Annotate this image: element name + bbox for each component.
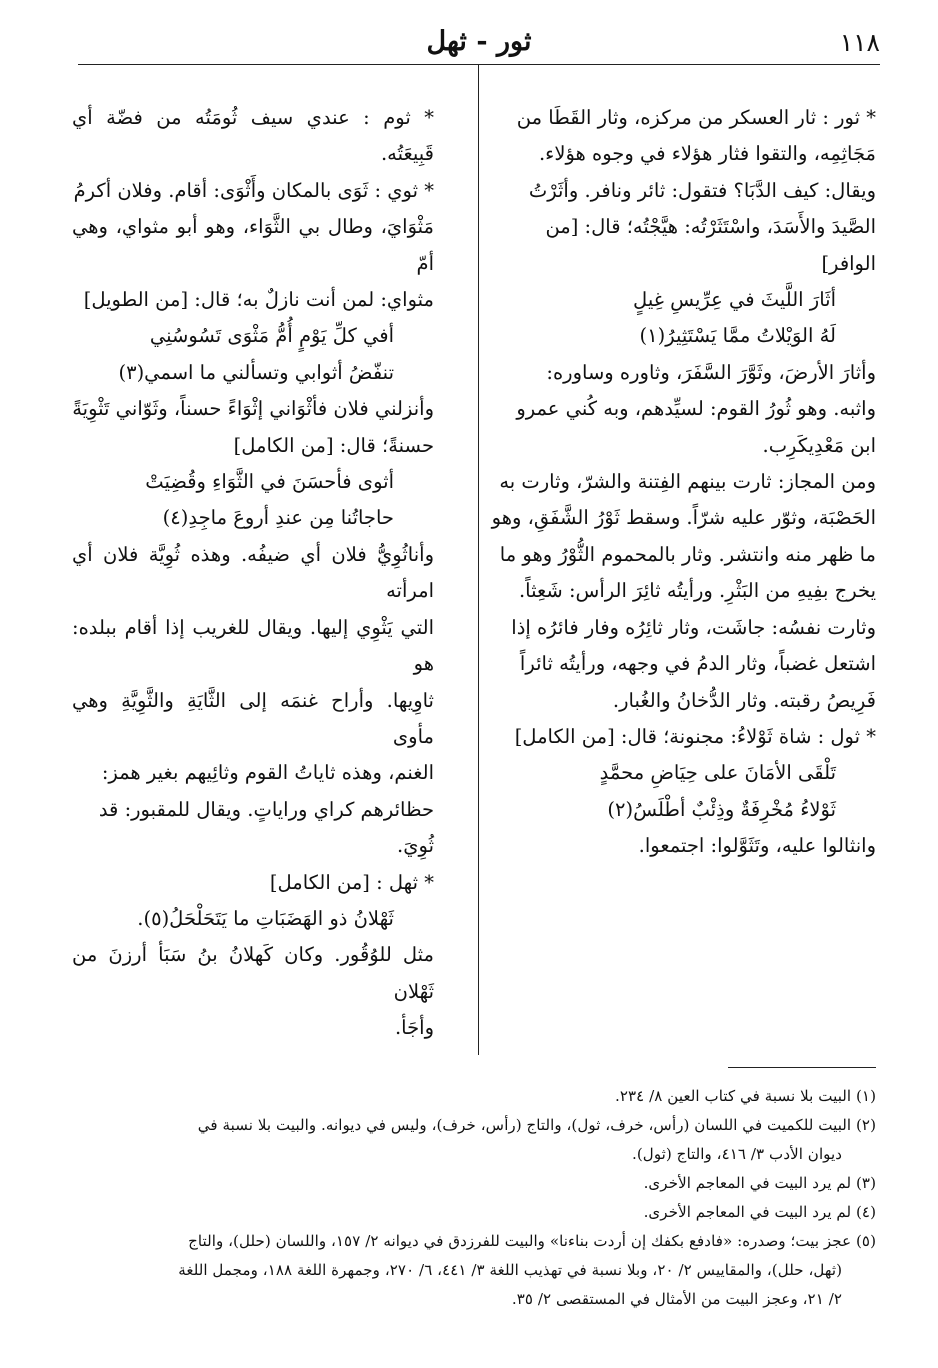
right-column: [480, 100, 876, 865]
majaz-line: ما ظهر منه وانتشر. وثار بالمحموم الثُّوْرُ وهو ما: [499, 542, 876, 566]
majaz-line: يخرج بفِيهِ من البَثْرِ. ورأيتُه ثائِرَ الرأس: شَعِثاً.: [518, 579, 876, 603]
footnote: (٢) البيت للكميت في اللسان (رأس، خرف، ثول)، والتاج (رأس، خرف)، وليس في ديوانه. والبيت بلا نسبة في: [197, 1116, 876, 1134]
entry-thawm-line: * ثوم : عندي سيف ثُومَتُه من فضّة أي قَبِيعَتُه.: [72, 106, 434, 166]
verse-line: ثَهْلانُ ذو الهَضَبَاتِ ما يَتَحَلْحَلُ(٥).: [137, 906, 394, 930]
entry-thawy-line: حظائرهم كراي وراياتٍ. ويقال للمقبور: قد: [98, 797, 434, 821]
verse-line: أثوى فأحسَنَ في الثَّوَاءِ وقُضِيَتْ: [145, 470, 394, 494]
entry-thahl-line: وأجَأ.: [394, 1016, 434, 1040]
footnote: (٥) عجز بيت؛ وصدره: «فادفع بكفك إن أردت بناءنا» والبيت للفرزدق في ديوانه ٢/ ١٥٧، واللسان (حلل)، والتاج: [188, 1232, 876, 1250]
footnote-continuation: ديوان الأدب ٣/ ٤١٦، والتاج (ثول).: [632, 1145, 842, 1163]
entry-thawr-line: * ثور : ثار العسكر من مركزه، وثار القَطَا من: [516, 106, 876, 129]
majaz-line: ومن المجاز: ثارت بينهم الفِتنة والشرّ، وثارت به: [499, 470, 876, 494]
majaz-line: وثارت نفسُه: جاشَت، وثار ثائِرُه وفار فائرُه إذا: [511, 615, 876, 639]
footnote: (٣) لم يرد البيت في المعاجم الأخرى.: [643, 1174, 876, 1192]
running-title: ثور - ثهل: [426, 26, 532, 57]
left-column: [72, 100, 460, 1047]
entry-thawr-line: ويقال: كيف الدَّبَا؟ فتقول: ثائر ونافر. وأثَرْتُ: [528, 178, 876, 202]
header-rule: [78, 64, 880, 65]
entry-thawr-line: الصَّيدَ والأَسَدَ، واسْتَثَرْتُه: هيَّجْتُه؛ قال: [من: [545, 215, 876, 239]
column-divider: [478, 65, 479, 1055]
footnote-continuation: (ثهل، حلل)، والمقاييس ٢/ ٢٠، وبلا نسبة في تهذيب اللغة ٣/ ٤٤١، ٦/ ٢٧٠، وجمهرة اللغة ١٨٨، ومجمل اللغة: [178, 1261, 842, 1279]
entry-thawy-line: حسنةً؛ قال: [من الكامل]: [233, 433, 434, 457]
entry-thahl-line: مثل للوُقُور. وكان كَهلانُ بنُ سَبَأ أرزنَ من ثَهْلان: [72, 943, 434, 1003]
footnote-continuation: ٢/ ٢١، وعجز البيت من الأمثال في المستقصى ٢/ ٣٥.: [511, 1290, 842, 1308]
footnotes: [68, 1082, 876, 1314]
entry-thawy-line: ثُوِيَ.: [397, 834, 434, 858]
footnote-rule: [728, 1067, 876, 1068]
entry-thawy-line: مَثْوَايَ، وطال بي الثَّوَاء، وهو أبو مثواي، وهي أمّ: [72, 215, 434, 275]
entry-thawy-line: وأناثُوِيُّ فلان أي ضيفُه. وهذه ثُوِيَّة فلان أي امرأته: [72, 542, 434, 603]
entry-thawy-line: ثاوِيها. وأراح غنمَه إلى الثَّايَةِ والثَّوِيَّةِ وهي مأوى: [72, 688, 434, 748]
entry-thawy-line: وأنزلني فلان فأثْوَاني إثْوَاءً حسناً، وثَوّاني تَثْوِيَةً: [72, 397, 434, 421]
entry-thawy-line: الغنم، وهذه ثاياتُ القوم وثائِيهم بغير همز:: [101, 761, 434, 785]
majaz-line: الحَصْبَة، وثوّر عليه شرّاً. وسقط ثَوْرُ الشَّفَقِ، وهو: [491, 506, 876, 530]
entry-thahl-line: * ثهل : [من الكامل]: [269, 870, 434, 894]
entry-thawy-line: * ثوي : ثَوَى بالمكان وأَثْوَى: أقام. وفلان أكرمُ: [73, 178, 434, 202]
entry-thawl-line: * ثول : شاة ثَوْلاءُ: مجنونة؛ قال: [من الكامل]: [514, 724, 876, 748]
entry-thawr-line: واثبه. وهو ثُورُ القوم: لسيِّدهم، وبه كُني عمرو: [516, 397, 876, 421]
majaz-line: اشتعل غضباً، وثار الدمُ في وجهه، ورأيتُه ثائراً: [519, 652, 876, 676]
verse-line: تَلْقَى الأمَانَ على حِيَاضِ محمَّدٍ: [599, 761, 836, 785]
footnote: (٤) لم يرد البيت في المعاجم الأخرى.: [643, 1203, 876, 1221]
verse-line: أثَارَ اللَّيثَ في عِرِّيسِ غِيلٍ: [633, 288, 836, 312]
verse-line: لَهُ الوَيْلاتُ ممَّا يَسْتَثِيرُ(١): [639, 324, 836, 348]
page-number: ١١٨: [839, 28, 880, 57]
verse-line: حاجاتُنا مِن عندِ أروعَ ماجِدِ(٤): [162, 506, 394, 530]
footnote: (١) البيت بلا نسبة في كتاب العين ٨/ ٢٣٤.: [615, 1087, 876, 1105]
entry-thawr-line: ابن مَعْدِيكَرِب.: [762, 433, 876, 457]
majaz-line: فَرِيصُ رقبته. وثار الدُّخانُ والغُبار.: [612, 688, 876, 712]
entry-thawr-line: وأثارَ الأرضَ، وثَوَّرَ السَّفَرَ، وثاوره وساوره:: [546, 360, 876, 384]
entry-thawr-line: مَجَاثِمِه، والتقوا فثار هؤلاء في وجوه هؤلاء.: [538, 142, 876, 166]
entry-thawy-line: التي يَثْوِي إليها. ويقال للغريب إذا أقام ببلده: هو: [72, 615, 434, 676]
verse-line: تنفّضُ أثوابي وتسألني ما اسمي(٣): [118, 360, 394, 384]
meter-label: الوافر]: [821, 251, 876, 275]
page-header: [78, 22, 880, 62]
verse-line: أفي كلِّ يَوْمٍ أُمُّ مَثْوَى تَسُوسُنِي: [149, 324, 394, 348]
entry-thawl-line: وانثالوا عليه، وتَثَوَّلوا: اجتمعوا.: [638, 834, 876, 858]
verse-line: ثَوْلاءُ مُخْرِفَةٌ وذِئْبٌ أطْلَسُ(٢): [607, 797, 836, 821]
entry-thawy-line: مثواي: لمن أنت نازلٌ به؛ قال: [من الطويل]: [83, 288, 434, 312]
